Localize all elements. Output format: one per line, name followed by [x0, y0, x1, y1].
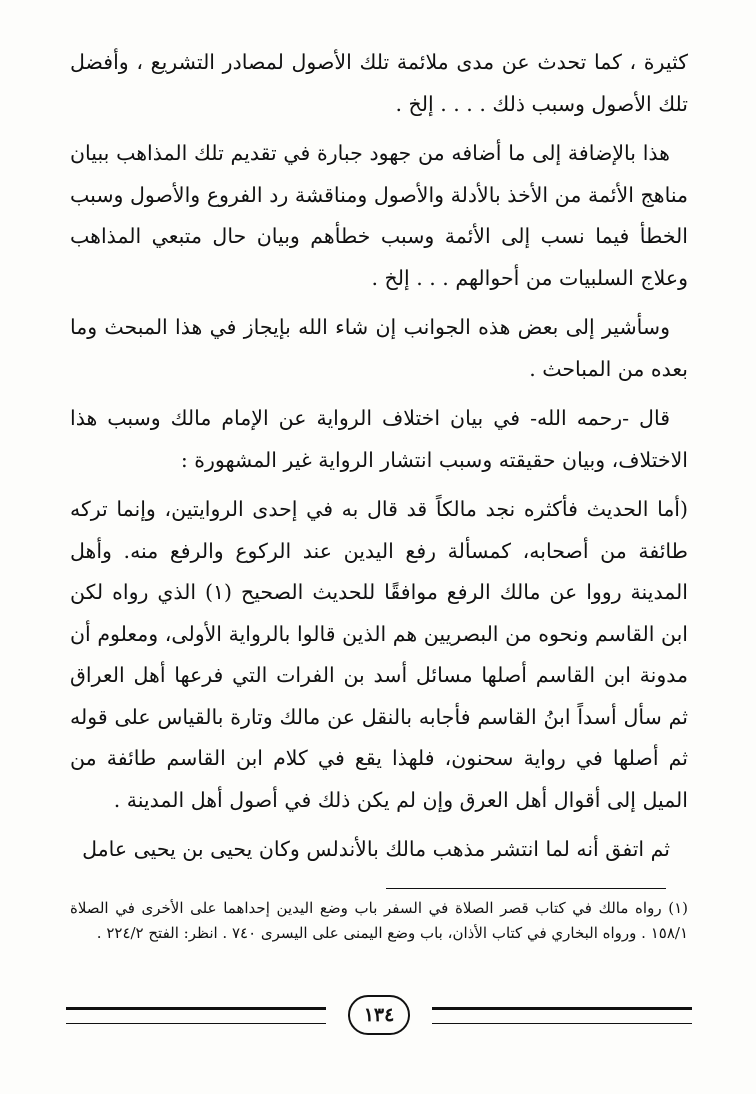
- paragraph-3: وسأشير إلى بعض هذه الجوانب إن شاء الله بإيجاز في هذا المبحث وما بعده من المباحث .: [70, 315, 688, 381]
- paragraph-4: قال -رحمه الله- في بيان اختلاف الرواية عن الإمام مالك وسبب هذا الاختلاف، وبيان حقيقته وسبب انتشار الرواية غير المشهورة :: [70, 406, 688, 472]
- paragraph-6: ثم اتفق أنه لما انتشر مذهب مالك بالأندلس وكان يحيى بن يحيى عامل: [82, 837, 670, 861]
- footnote: (١) رواه مالك في كتاب قصر الصلاة في السفر باب وضع اليدين إحداهما على الأخرى في الصلاة ١٥٨/١ . ورواه البخاري في كتاب الأذان، باب وضع اليمنى على اليسرى ٧٤٠ . انظر: الفتح ٢٢٤/٢ .: [70, 899, 688, 942]
- footer-rule-left: [66, 1007, 326, 1024]
- footer-rule-right: [432, 1007, 692, 1024]
- page-footer: [66, 995, 692, 1035]
- footnote-separator: [386, 888, 666, 889]
- paragraph-5-quote: (أما الحديث فأكثره نجد مالكاً قد قال به في إحدى الروايتين، وإنما تركه طائفة من أصحابه، كمسألة رفع اليدين عند الركوع والرفع منه. وأهل المدينة رووا عن مالك الرفع موافقًا للحديث الصحيح (١) الذي رواه لكن ابن القاسم ونحوه من البصريين هم الذين قالوا بالرواية الأولى، ومعلوم أن مدونة ابن القاسم أصلها مسائل أسد بن الفرات التي فرعها أهل العراق ثم سأل أسداً ابنُ القاسم فأجابه بالنقل عن مالك وتارة بالقياس على قوله ثم أصلها في رواية سحنون، فلهذا يقع في كلام ابن القاسم طائفة من الميل إلى أقوال أهل العرق وإن لم يكن ذلك في أصول أهل المدينة .: [70, 497, 688, 812]
- page-body: [70, 42, 688, 879]
- page-number: ١٣٤: [348, 995, 410, 1035]
- paragraph-2: هذا بالإضافة إلى ما أضافه من جهود جبارة في تقديم تلك المذاهب ببيان مناهج الأئمة من الأخذ بالأدلة والأصول ومناقشة رد الفروع والأصول وسبب الخطأ فيما نسب إلى الأئمة وسبب خطأهم وبيان حال متبعي المذاهب وعلاج السلبيات من أحوالهم . . . إلخ .: [70, 141, 688, 290]
- paragraph-1: كثيرة ، كما تحدث عن مدى ملائمة تلك الأصول لمصادر التشريع ، وأفضل تلك الأصول وسبب ذلك . . . . إلخ .: [70, 50, 688, 116]
